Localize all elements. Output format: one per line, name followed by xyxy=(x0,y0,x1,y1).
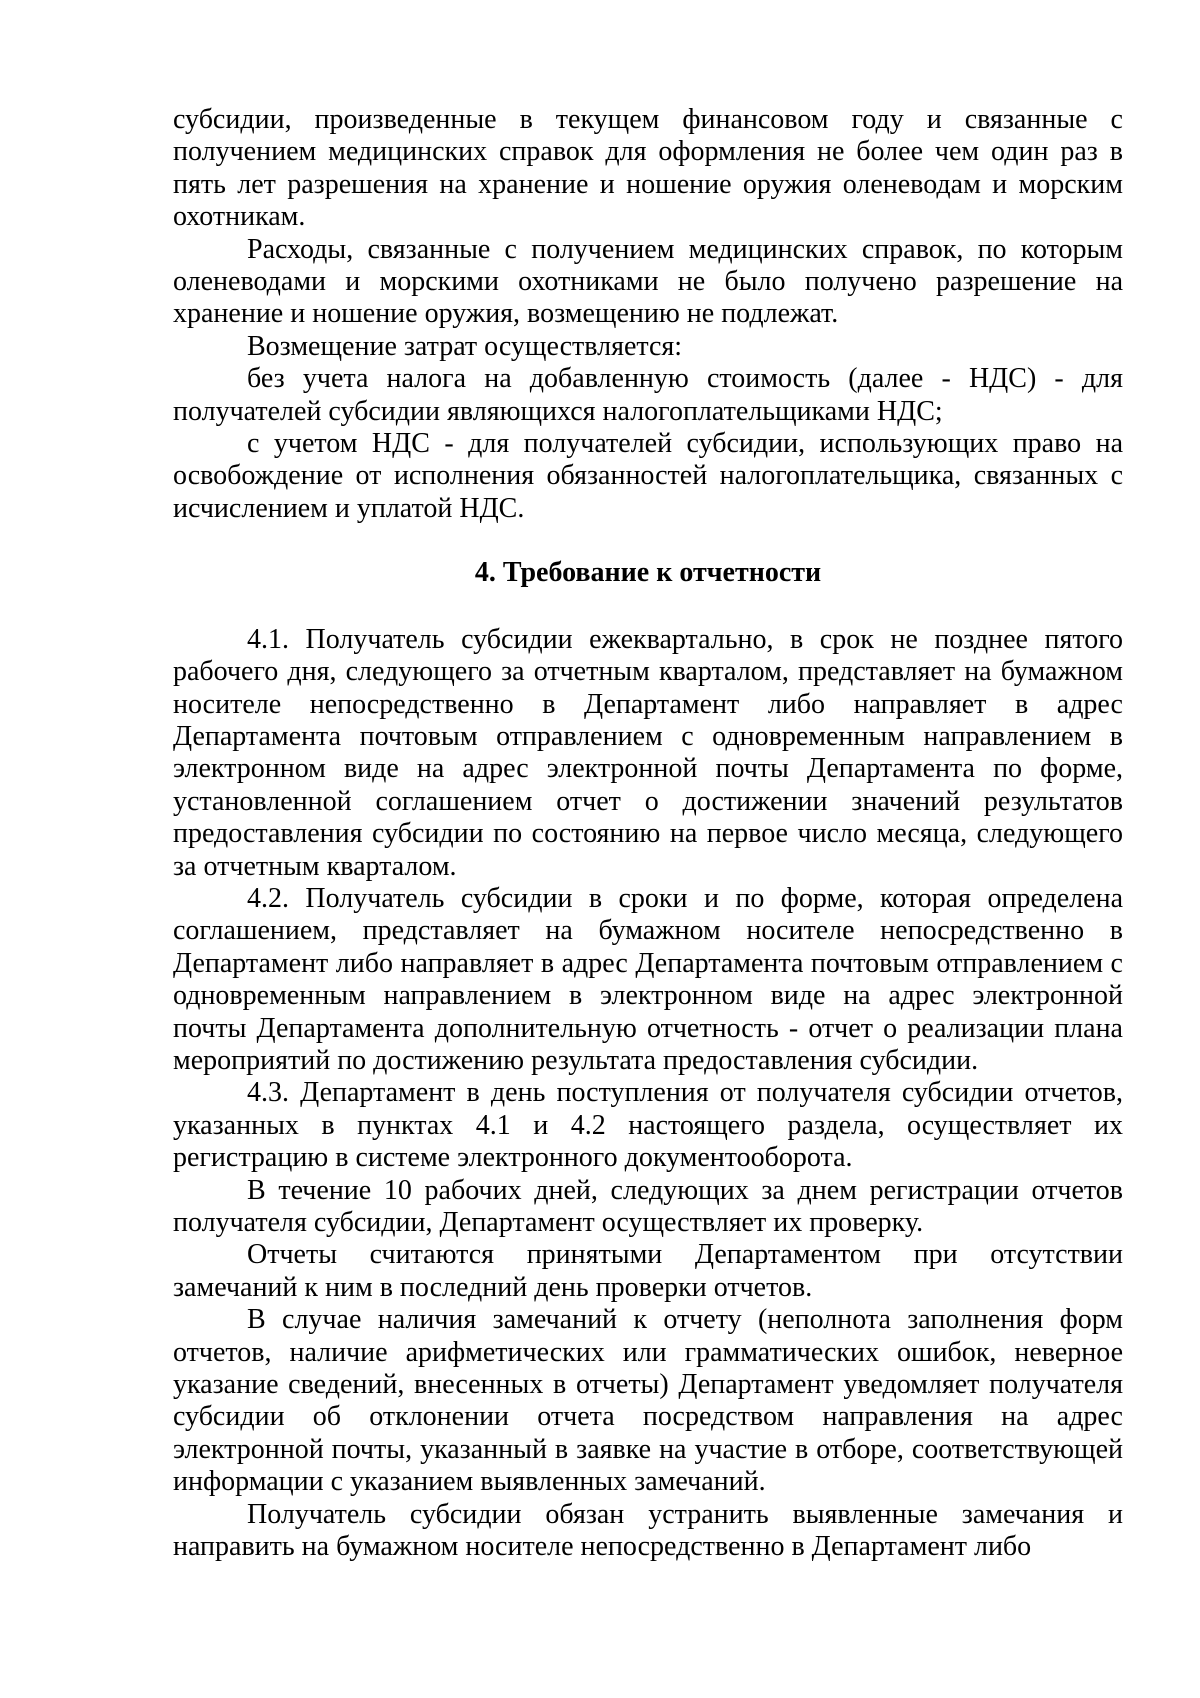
paragraph: 4.2. Получатель субсидии в сроки и по форме, которая определена соглашением, представляет на бумажном носителе непосредственно в Департамент либо направляет в адрес Департамента почтовым отправлением с одновременным направлением в электронном виде на адрес электронной почты Департамента дополнительную отчетность - отчет о реализации плана мероприятий по достижению результата предоставления субсидии. xyxy=(173,882,1123,1076)
paragraph: 4.3. Департамент в день поступления от получателя субсидии отчетов, указанных в пунктах 4.1 и 4.2 настоящего раздела, осуществляет их регистрацию в системе электронного документооборота. xyxy=(173,1077,1123,1174)
paragraph: без учета налога на добавленную стоимость (далее - НДС) - для получателей субсидии являющихся налогоплательщиками НДС; xyxy=(173,363,1123,427)
paragraph: Отчеты считаются принятыми Департаментом при отсутствии замечаний к ним в последний день проверки отчетов. xyxy=(173,1239,1123,1303)
paragraph: Получатель субсидии обязан устранить выявленные замечания и направить на бумажном носителе непосредственно в Департамент либо xyxy=(173,1498,1123,1563)
paragraph: 4.1. Получатель субсидии ежеквартально, в срок не позднее пятого рабочего дня, следующего за отчетным кварталом, представляет на бумажном носителе непосредственно в Департамент либо направляет в адрес Департамента почтовым отправлением с одновременным направлением в электронном виде на адрес электронной почты Департамента по форме, установленной соглашением отчет о достижении значений результатов предоставления субсидии по состоянию на первое число месяца, следующего за отчетным кварталом. xyxy=(173,623,1123,882)
paragraph: с учетом НДС - для получателей субсидии, использующих право на освобождение от исполнения обязанностей налогоплательщика, связанных с исчислением и уплатой НДС. xyxy=(173,428,1123,524)
paragraph: В течение 10 рабочих дней, следующих за днем регистрации отчетов получателя субсидии, Департамент осуществляет их проверку. xyxy=(173,1174,1123,1238)
paragraph: Расходы, связанные с получением медицинских справок, по которым оленеводами и морскими охотниками не было получено разрешение на хранение и ношение оружия, возмещению не подлежат. xyxy=(173,233,1123,330)
document-page xyxy=(173,104,1123,1563)
paragraph: Возмещение затрат осуществляется: xyxy=(247,330,683,362)
paragraph: В случае наличия замечаний к отчету (неполнота заполнения форм отчетов, наличие арифметических или грамматических ошибок, неверное указание сведений, внесенных в отчеты) Департамент уведомляет получателя субсидии об отклонении отчета посредством направления на адрес электронной почты, указанный в заявке на участие в отборе, соответствующей информации с указанием выявленных замечаний. xyxy=(173,1304,1123,1498)
paragraph: субсидии, произведенные в текущем финансовом году и связанные с получением медицинских справок для оформления не более чем один раз в пять лет разрешения на хранение и ношение оружия оленеводам и морским охотникам. xyxy=(173,104,1123,233)
section-heading: 4. Требование к отчетности xyxy=(474,557,822,589)
